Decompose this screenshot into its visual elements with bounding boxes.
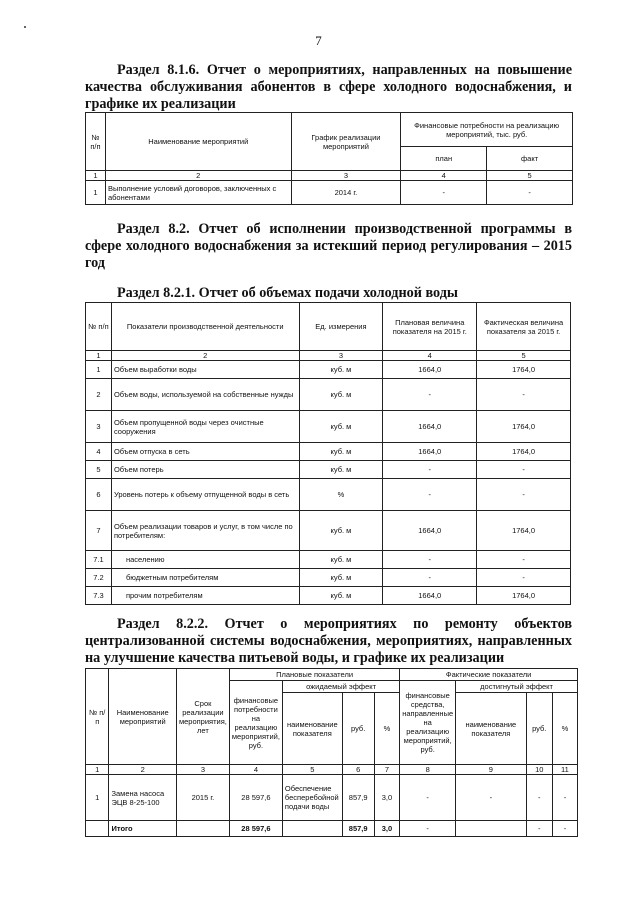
cell-plan: -: [383, 379, 477, 411]
cell-rub: 857,9: [342, 775, 374, 821]
header-plan: план: [401, 147, 487, 171]
cell-fact: -: [487, 181, 573, 205]
header-fin-spent: финансовые средства, направленные на реализацию мероприятий, руб.: [400, 681, 456, 765]
col-number: 4: [229, 765, 282, 775]
cell-name: Объем реализации товаров и услуг, в том числе по потребителям:: [111, 511, 299, 551]
header-finance: Финансовые потребности на реализацию мероприятий, тыс. руб.: [401, 113, 573, 147]
cell-empty: [456, 821, 526, 837]
cell-schedule: 2014 г.: [291, 181, 401, 205]
cell-fact: 1764,0: [477, 411, 571, 443]
cell-name: бюджетным потребителям: [111, 569, 299, 587]
header-num: № п/п: [86, 303, 112, 351]
page-number: 7: [315, 33, 322, 48]
header-achieved: достигнутый эффект: [456, 681, 578, 693]
cell-plan: 1664,0: [383, 411, 477, 443]
cell-fact: -: [477, 551, 571, 569]
cell-num: 1: [86, 181, 106, 205]
col-number: 3: [176, 765, 229, 775]
cell-empty: [176, 821, 229, 837]
cell-num: 7.2: [86, 569, 112, 587]
header-num: № п/п: [86, 113, 106, 171]
cell-unit: куб. м: [299, 379, 383, 411]
cell-plan: -: [383, 461, 477, 479]
col-number: 1: [86, 765, 109, 775]
cell-num: 1: [86, 361, 112, 379]
scan-speck: [24, 26, 26, 28]
header-fact: факт: [487, 147, 573, 171]
cell-num: 1: [86, 775, 109, 821]
cell-num: 7: [86, 511, 112, 551]
cell-num: 5: [86, 461, 112, 479]
cell-unit: куб. м: [299, 361, 383, 379]
header-actual-group: Фактические показатели: [400, 669, 578, 681]
cell-fact-pct: -: [552, 775, 577, 821]
section-8-2-2-table: [85, 668, 578, 837]
cell-fact: 1764,0: [477, 587, 571, 605]
cell-unit: куб. м: [299, 411, 383, 443]
cell-name: Объем выработки воды: [111, 361, 299, 379]
col-number: 9: [456, 765, 526, 775]
table-row: [86, 361, 571, 379]
table-row: [86, 181, 573, 205]
table-row: [86, 379, 571, 411]
header-expected: ожидаемый эффект: [282, 681, 399, 693]
cell-fact: -: [477, 479, 571, 511]
table-row: [86, 587, 571, 605]
total-fin: 28 597,6: [229, 821, 282, 837]
section-8-1-6-table: [85, 112, 573, 205]
table-row: [86, 569, 571, 587]
col-number: 2: [109, 765, 176, 775]
cell-unit: куб. м: [299, 461, 383, 479]
header-percent: %: [374, 693, 400, 765]
cell-plan: -: [383, 551, 477, 569]
cell-name: Выполнение условий договоров, заключенных с абонентами: [105, 181, 291, 205]
cell-plan: -: [383, 569, 477, 587]
col-number: 11: [552, 765, 577, 775]
table-row: [86, 511, 571, 551]
cell-plan: 1664,0: [383, 511, 477, 551]
cell-effect: Обеспечение бесперебойной подачи воды: [282, 775, 342, 821]
cell-fact-fin: -: [400, 775, 456, 821]
header-indicator-name: наименование показателя: [282, 693, 342, 765]
cell-fact-rub: -: [526, 775, 552, 821]
cell-num: 2: [86, 379, 112, 411]
header-rub-fact: руб.: [526, 693, 552, 765]
cell-num: 3: [86, 411, 112, 443]
cell-fact: -: [477, 569, 571, 587]
header-indicator-name-fact: наименование показателя: [456, 693, 526, 765]
total-pct: 3,0: [374, 821, 400, 837]
table-row: [86, 411, 571, 443]
cell-name: Объем отпуска в сеть: [111, 443, 299, 461]
table-row: [86, 461, 571, 479]
col-number: 1: [86, 171, 106, 181]
cell-plan: 1664,0: [383, 361, 477, 379]
cell-num: 4: [86, 443, 112, 461]
cell-name: Замена насоса ЭЦВ 8-25-100: [109, 775, 176, 821]
cell-num: 6: [86, 479, 112, 511]
header-fin-needs: финансовые потребности на реализацию мероприятий, руб.: [229, 681, 282, 765]
header-term: Срок реализации мероприятия, лет: [176, 669, 229, 765]
cell-plan: -: [383, 479, 477, 511]
table-row: [86, 479, 571, 511]
cell-name: Объем воды, используемой на собственные нужды: [111, 379, 299, 411]
cell-name: населению: [111, 551, 299, 569]
col-number: 5: [487, 171, 573, 181]
total-row: [86, 821, 578, 837]
cell-plan: 1664,0: [383, 443, 477, 461]
cell-name: Уровень потерь к объему отпущенной воды в сеть: [111, 479, 299, 511]
total-rub: 857,9: [342, 821, 374, 837]
section-8-2-2-heading: Раздел 8.2.2. Отчет о мероприятиях по ремонту объектов централизованной системы водоснабжения, мероприятиях, направленных на улучшение качества питьевой воды, и графике их реализации: [85, 616, 572, 666]
col-number: 6: [342, 765, 374, 775]
col-number: 10: [526, 765, 552, 775]
col-number: 8: [400, 765, 456, 775]
header-planned: Плановая величина показателя на 2015 г.: [383, 303, 477, 351]
col-number: 2: [105, 171, 291, 181]
cell-unit: куб. м: [299, 587, 383, 605]
total-fact-fin: -: [400, 821, 456, 837]
table-row: [86, 551, 571, 569]
col-number: 5: [477, 351, 571, 361]
cell-unit: куб. м: [299, 569, 383, 587]
cell-empty: [86, 821, 109, 837]
section-8-2-1-table: [85, 302, 571, 605]
cell-num: 7.3: [86, 587, 112, 605]
cell-fact: 1764,0: [477, 443, 571, 461]
cell-fin: 28 597,6: [229, 775, 282, 821]
cell-unit: куб. м: [299, 511, 383, 551]
header-schedule: График реализации мероприятий: [291, 113, 401, 171]
cell-name: прочим потребителям: [111, 587, 299, 605]
header-rub: руб.: [342, 693, 374, 765]
cell-fact: -: [477, 461, 571, 479]
col-number: 3: [291, 171, 401, 181]
header-indicator: Показатели производственной деятельности: [111, 303, 299, 351]
header-planned-group: Плановые показатели: [229, 669, 399, 681]
cell-num: 7.1: [86, 551, 112, 569]
header-name: Наименование мероприятий: [105, 113, 291, 171]
col-number: 1: [86, 351, 112, 361]
cell-term: 2015 г.: [176, 775, 229, 821]
section-8-2-heading: Раздел 8.2. Отчет об исполнении производственной программы в сфере холодного водоснабжения за истекший период регулирования – 2015 год: [85, 221, 572, 271]
col-number: 5: [282, 765, 342, 775]
header-name: Наименование мероприятий: [109, 669, 176, 765]
cell-plan: -: [401, 181, 487, 205]
cell-unit: %: [299, 479, 383, 511]
col-number: 4: [401, 171, 487, 181]
table-row: [86, 443, 571, 461]
total-label: Итого: [109, 821, 176, 837]
cell-name: Объем пропущенной воды через очистные сооружения: [111, 411, 299, 443]
header-percent-fact: %: [552, 693, 577, 765]
header-unit: Ед. измерения: [299, 303, 383, 351]
section-8-2-1-heading: Раздел 8.2.1. Отчет об объемах подачи холодной воды: [117, 285, 458, 301]
total-fact-pct: -: [552, 821, 577, 837]
cell-fact: 1764,0: [477, 511, 571, 551]
col-number: 2: [111, 351, 299, 361]
total-fact-rub: -: [526, 821, 552, 837]
col-number: 4: [383, 351, 477, 361]
cell-unit: куб. м: [299, 443, 383, 461]
cell-empty: [282, 821, 342, 837]
cell-pct: 3,0: [374, 775, 400, 821]
cell-fact: 1764,0: [477, 361, 571, 379]
cell-unit: куб. м: [299, 551, 383, 569]
section-8-1-6-heading: Раздел 8.1.6. Отчет о мероприятиях, направленных на повышение качества обслуживания абонентов в сфере холодного водоснабжения, и графике их реализации: [85, 62, 572, 112]
header-actual: Фактическая величина показателя за 2015 г.: [477, 303, 571, 351]
col-number: 3: [299, 351, 383, 361]
header-num: № п/п: [86, 669, 109, 765]
cell-name: Объем потерь: [111, 461, 299, 479]
col-number: 7: [374, 765, 400, 775]
cell-fact-name: -: [456, 775, 526, 821]
cell-plan: 1664,0: [383, 587, 477, 605]
cell-fact: -: [477, 379, 571, 411]
table-row: [86, 775, 578, 821]
